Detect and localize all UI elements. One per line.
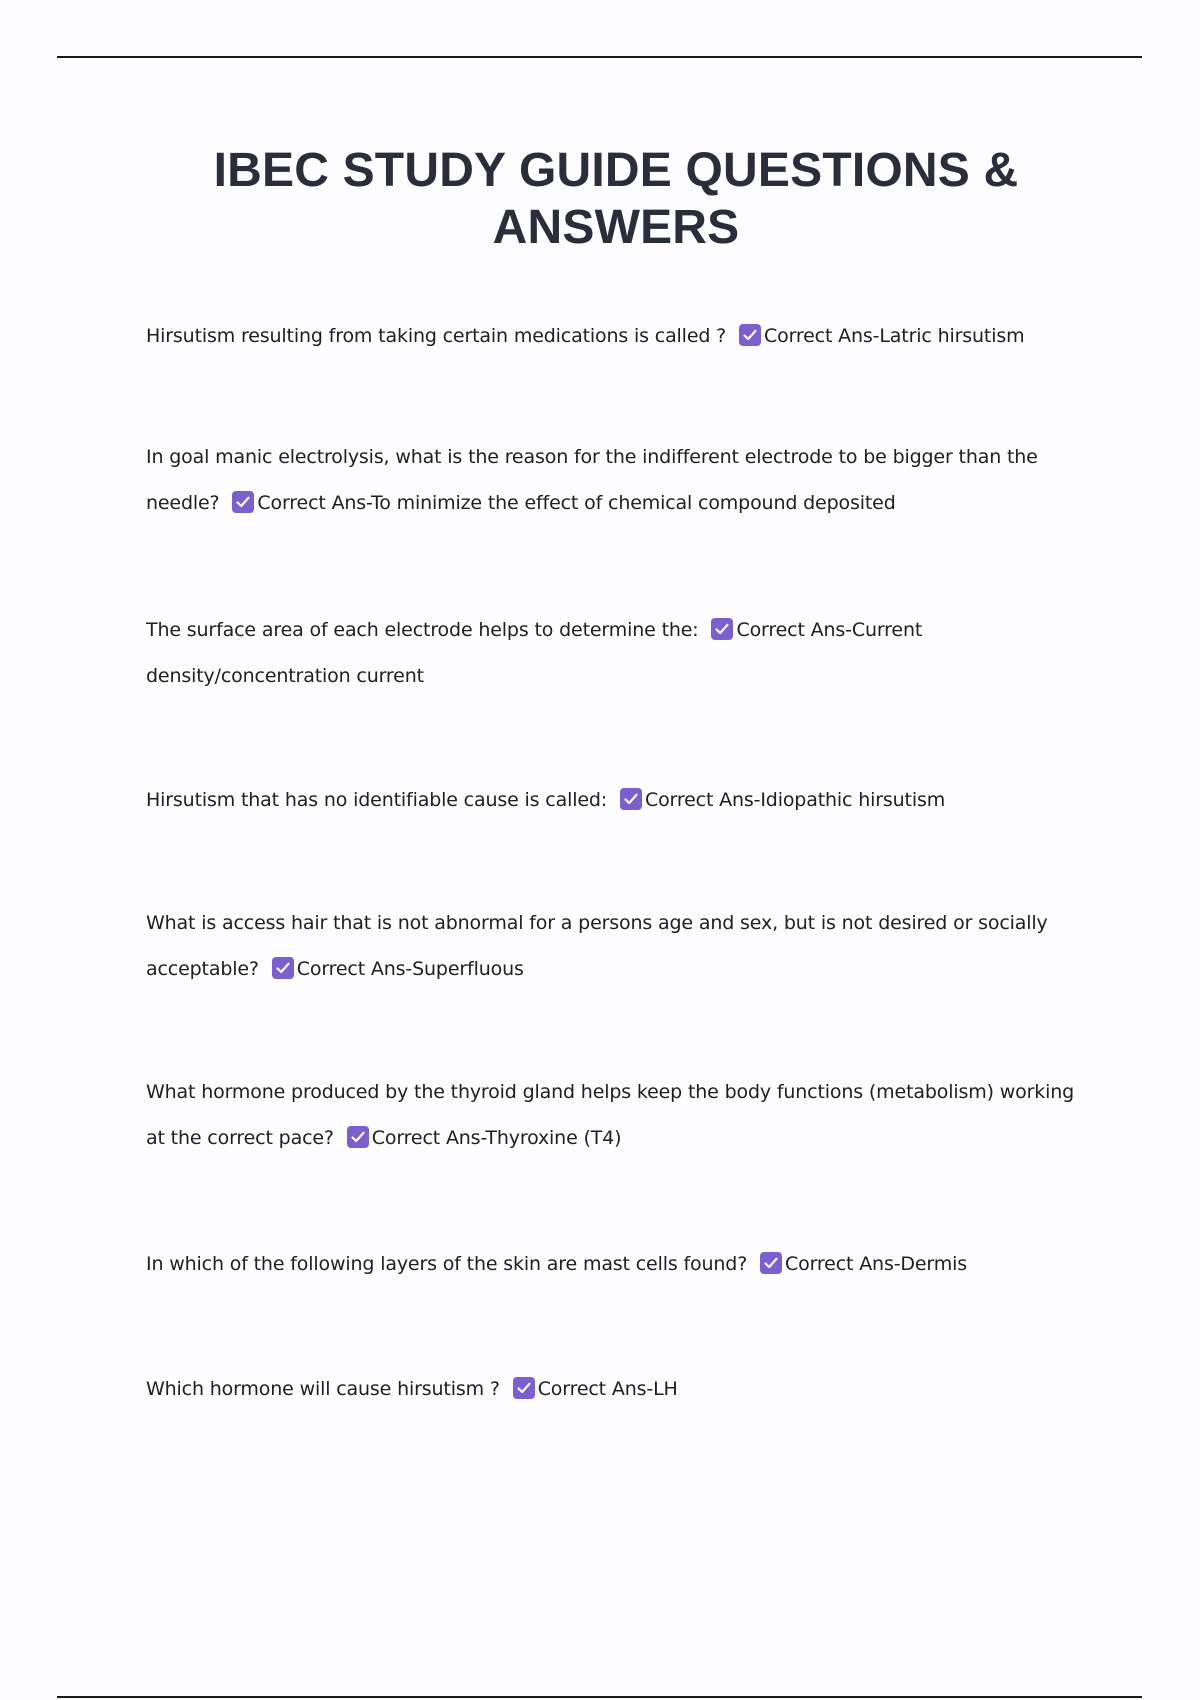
bottom-divider xyxy=(57,1696,1142,1698)
checkbox-checked-icon xyxy=(232,491,254,513)
checkbox-checked-icon xyxy=(620,788,642,810)
answer-text: Correct Ans-LH xyxy=(537,1378,678,1400)
top-divider xyxy=(57,56,1142,58)
answer-text: Correct Ans-Idiopathic hirsutism xyxy=(644,789,946,811)
answer-text: Correct Ans-Superfluous xyxy=(296,958,524,980)
answer-text: Correct Ans-Latric hirsutism xyxy=(763,325,1025,347)
qa-item-6 xyxy=(146,1069,1086,1161)
qa-item-7 xyxy=(146,1241,1086,1287)
question-text: What hormone produced by the thyroid gland helps keep the body functions (metabolism) working at the correct pace? xyxy=(146,1081,1075,1149)
qa-item-8 xyxy=(146,1366,1086,1412)
qa-item-4 xyxy=(146,777,1086,823)
answer-text: Correct Ans-Current density/concentration current xyxy=(146,619,923,687)
checkbox-checked-icon xyxy=(711,618,733,640)
question-text: Hirsutism that has no identifiable cause is called: xyxy=(146,789,608,811)
qa-item-3 xyxy=(146,607,1086,699)
checkbox-checked-icon xyxy=(513,1377,535,1399)
answer-text: Correct Ans-To minimize the effect of chemical compound deposited xyxy=(257,492,896,514)
answer-text: Correct Ans-Thyroxine (T4) xyxy=(371,1127,622,1149)
checkbox-checked-icon xyxy=(347,1126,369,1148)
qa-item-5 xyxy=(146,900,1086,992)
answer-text: Correct Ans-Dermis xyxy=(785,1253,967,1275)
question-text: In goal manic electrolysis, what is the reason for the indifferent electrode to be bigger than the needle? xyxy=(146,446,1038,514)
qa-item-1 xyxy=(146,313,1086,359)
question-text: Which hormone will cause hirsutism ? xyxy=(146,1378,500,1400)
document-title: IBEC STUDY GUIDE QUESTIONS & ANSWERS xyxy=(213,144,1019,254)
question-text: What is access hair that is not abnormal for a persons age and sex, but is not desired or socially acceptable? xyxy=(146,912,1048,980)
question-text: The surface area of each electrode helps to determine the: xyxy=(146,619,699,641)
qa-item-2 xyxy=(146,434,1086,526)
checkbox-checked-icon xyxy=(739,324,761,346)
question-text: In which of the following layers of the skin are mast cells found? xyxy=(146,1253,748,1275)
checkbox-checked-icon xyxy=(272,957,294,979)
checkbox-checked-icon xyxy=(760,1252,782,1274)
question-text: Hirsutism resulting from taking certain medications is called ? xyxy=(146,325,727,347)
